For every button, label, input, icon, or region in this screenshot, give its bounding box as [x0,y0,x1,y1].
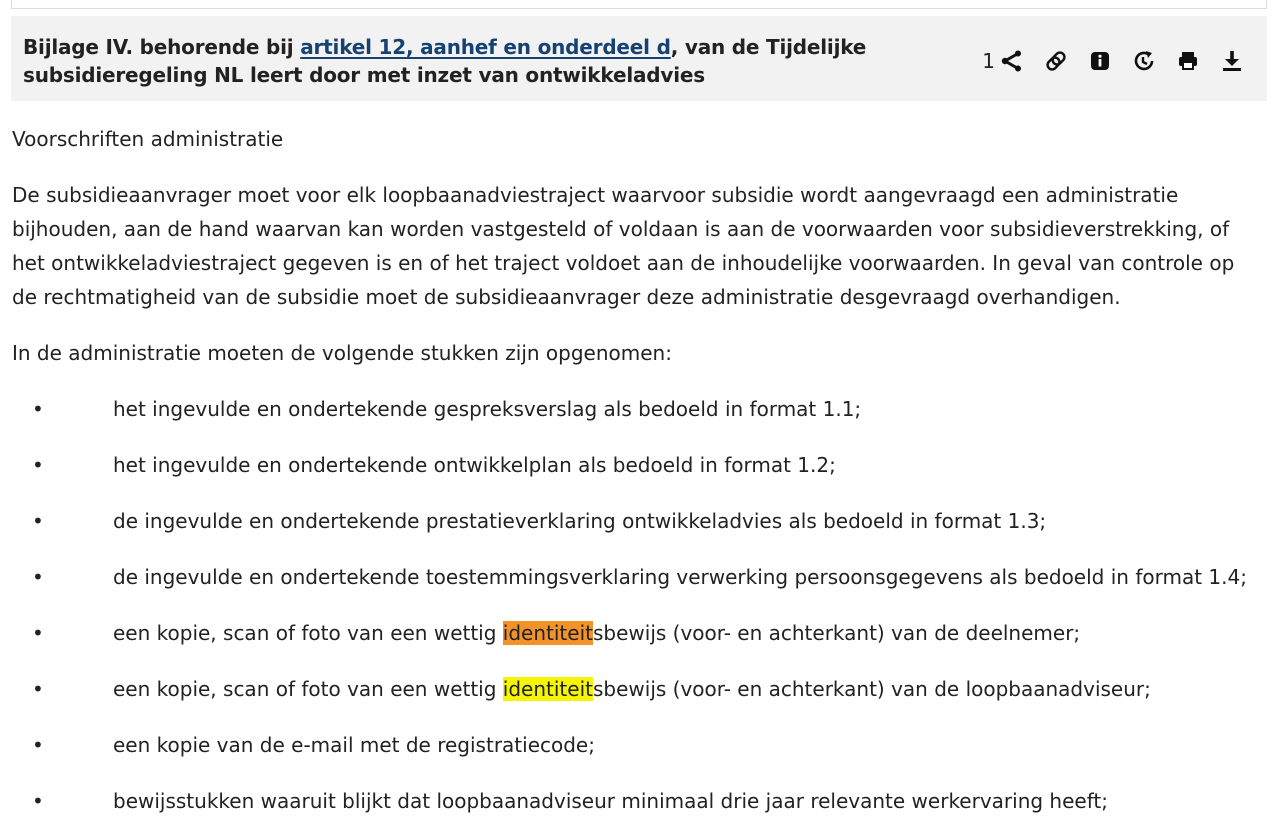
annex-header [11,16,1267,101]
info-icon [1090,51,1110,71]
bullet: • [32,565,44,589]
print-button[interactable] [1173,46,1203,76]
list-item-text: een kopie, scan of foto van een wettig [113,677,503,701]
link-icon [1045,50,1067,72]
bullet: • [32,677,44,701]
title-text-post: , van de Tijdelijke subsidieregeling NL leert door met inzet van ontwikkeladvies [23,35,867,87]
bullet: • [32,509,44,533]
download-button[interactable] [1217,46,1247,76]
search-highlight-active: identiteit [502,621,593,645]
article-link[interactable]: artikel 12, aanhef en onderdeel d [300,35,671,59]
history-icon [1132,49,1156,73]
list-item [12,560,1262,594]
title-text-pre: Bijlage IV. behorende bij [23,35,301,59]
list-item-text: het ingevulde en ondertekende ontwikkelplan als bedoeld in format 1.2; [113,453,836,477]
list-item [12,616,1262,650]
list-item-text: het ingevulde en ondertekende gespreksverslag als bedoeld in format 1.1; [113,397,862,421]
bullet: • [32,621,44,645]
list-item-text: een kopie van de e-mail met de registratiecode; [113,733,595,757]
share-icon [1001,50,1023,72]
bullet: • [32,789,44,813]
section-subtitle: Voorschriften administratie [12,127,284,151]
body-paragraph: De subsidieaanvrager moet voor elk loopbaanadviestraject waarvoor subsidie wordt aangevraagd een administratie bijhouden, aan de hand waarvan kan worden vastgesteld of voldaan is aan de voorwaarden voor subsidieverstrekking, of het ontwikkeladviestraject gegeven is en of het traject voldoet aan de inhoudelijke voorwaarden. In geval van controle op de rechtmatigheid van de subsidie moet de subsidieaanvrager deze administratie desgevraagd overhandigen. [12,183,1235,309]
print-icon [1177,50,1199,72]
document-list [12,392,1262,818]
list-intro: In de administratie moeten de volgende stukken zijn opgenomen: [12,341,672,365]
download-icon [1221,50,1243,72]
list-item [12,448,1262,482]
list-item-text: een kopie, scan of foto van een wettig [113,621,503,645]
bullet: • [32,397,44,421]
info-button[interactable] [1085,46,1115,76]
annex-title [23,33,953,89]
share-count: 1 [982,49,995,73]
list-item [12,728,1262,762]
list-item-text: bewijsstukken waaruit blijkt dat loopbaanadviseur minimaal drie jaar relevante werkervaring heeft; [113,789,1108,813]
annex-content [12,122,1262,840]
list-item [12,672,1262,706]
top-strip [11,0,1267,9]
list-item-text: de ingevulde en ondertekende toestemmingsverklaring verwerking persoonsgegevens als bedoeld in format 1.4; [113,565,1247,589]
search-highlight: identiteit [502,677,593,701]
toolbar [981,45,1261,77]
copy-link-button[interactable] [1041,46,1071,76]
bullet: • [32,733,44,757]
bullet: • [32,453,44,477]
history-button[interactable] [1129,46,1159,76]
list-item-text: sbewijs (voor- en achterkant) van de deelnemer; [592,621,1081,645]
list-item-text: sbewijs (voor- en achterkant) van de loopbaanadviseur; [592,677,1151,701]
list-item [12,504,1262,538]
share-button[interactable] [997,46,1027,76]
list-item [12,392,1262,426]
list-item [12,784,1262,818]
list-item-text: de ingevulde en ondertekende prestatieverklaring ontwikkeladvies als bedoeld in format 1.3; [113,509,1047,533]
